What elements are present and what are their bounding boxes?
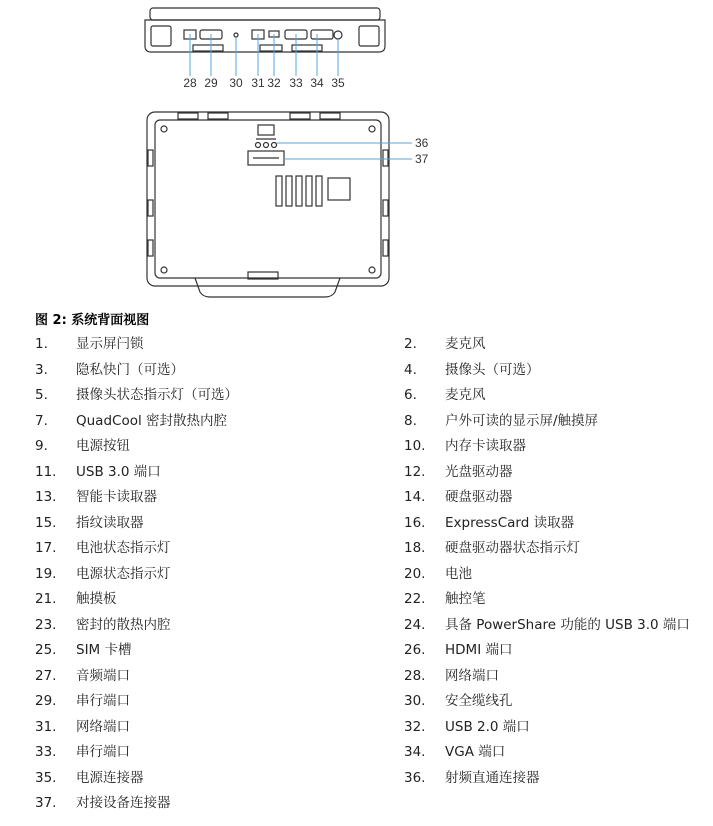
legend-item-label: 触摸板 xyxy=(76,591,117,607)
callout-32: 32 xyxy=(267,76,281,90)
legend-item-label: 串行端口 xyxy=(76,693,130,709)
legend-item xyxy=(404,334,486,354)
legend-item-number: 15. xyxy=(35,514,57,531)
legend-item-label: ExpressCard 读取器 xyxy=(445,514,575,531)
legend-item-label: 电源按钮 xyxy=(76,438,130,454)
legend-item xyxy=(404,640,512,660)
legend-item-label: SIM 卡槽 xyxy=(76,642,132,658)
legend-item-number: 36. xyxy=(404,769,426,786)
legend-item-label: 电池 xyxy=(445,565,472,582)
legend-item-number: 11. xyxy=(35,463,57,480)
legend-item-number: 22. xyxy=(404,591,426,607)
legend-item-number: 10. xyxy=(404,438,426,454)
legend-item-label: 智能卡读取器 xyxy=(76,489,157,505)
legend-item-label: VGA 端口 xyxy=(445,744,506,760)
legend-item xyxy=(404,564,472,584)
legend-row xyxy=(35,768,705,794)
legend-item xyxy=(35,513,144,533)
legend-item xyxy=(35,385,238,405)
legend-item-number: 5. xyxy=(35,387,48,403)
legend-item-label: 电源连接器 xyxy=(76,769,144,786)
callout-leader-lines-side xyxy=(276,143,412,159)
legend-item-number: 12. xyxy=(404,463,426,480)
legend-item-number: 7. xyxy=(35,412,48,429)
legend-item-label: 摄像头状态指示灯（可选） xyxy=(76,387,238,403)
legend-row xyxy=(35,538,705,564)
legend-item-number: 13. xyxy=(35,489,57,505)
legend-item-number: 21. xyxy=(35,591,57,607)
legend-item-number: 19. xyxy=(35,565,57,582)
callout-33: 33 xyxy=(289,76,303,90)
legend-item-label: 摄像头（可选） xyxy=(445,361,540,378)
legend-item xyxy=(35,334,144,354)
legend-item-number: 3. xyxy=(35,361,48,378)
legend-item-number: 37. xyxy=(35,795,57,811)
legend-item xyxy=(404,742,505,762)
legend-item-label: 网络端口 xyxy=(76,718,130,735)
legend-item-number: 18. xyxy=(404,540,426,556)
legend-item-number: 20. xyxy=(404,565,426,582)
callout-31: 31 xyxy=(251,76,265,90)
legend-item xyxy=(35,538,171,558)
legend-item-label: USB 3.0 端口 xyxy=(76,463,161,480)
legend-row xyxy=(35,640,705,666)
legend-item-label: 电池状态指示灯 xyxy=(76,540,171,556)
legend-item xyxy=(404,513,574,533)
legend-item-number: 23. xyxy=(35,616,57,633)
callout-34: 34 xyxy=(310,76,324,90)
legend-row xyxy=(35,615,705,641)
legend-item xyxy=(404,717,530,737)
legend-item xyxy=(404,462,513,482)
legend-item-label: 串行端口 xyxy=(76,744,130,760)
legend-row xyxy=(35,411,705,437)
legend-item-number: 35. xyxy=(35,769,57,786)
legend-item-label: 显示屏闩锁 xyxy=(76,336,144,352)
legend-item-number: 27. xyxy=(35,667,57,684)
legend-item-number: 25. xyxy=(35,642,57,658)
legend-item xyxy=(35,691,130,711)
legend-item xyxy=(404,691,513,711)
legend-row xyxy=(35,462,705,488)
callout-28: 28 xyxy=(183,76,197,90)
laptop-rear-edge-drawing xyxy=(145,8,385,52)
legend-item-label: 触控笔 xyxy=(445,591,486,607)
legend-item-label: 电源状态指示灯 xyxy=(76,565,171,582)
legend-item-label: 硬盘驱动器状态指示灯 xyxy=(445,540,580,556)
legend-row xyxy=(35,487,705,513)
callout-30: 30 xyxy=(229,76,243,90)
legend-item-number: 14. xyxy=(404,489,426,505)
legend-item xyxy=(404,666,499,686)
legend-item-number: 29. xyxy=(35,693,57,709)
legend-row xyxy=(35,436,705,462)
legend-item xyxy=(404,385,486,405)
legend-row xyxy=(35,360,705,386)
legend-item-label: 光盘驱动器 xyxy=(445,463,513,480)
legend-item-label: 音频端口 xyxy=(76,667,130,684)
legend-item-number: 28. xyxy=(404,667,426,684)
legend-item-label: 安全缆线孔 xyxy=(445,693,513,709)
legend-list xyxy=(35,334,705,819)
legend-item-label: QuadCool 密封散热内腔 xyxy=(76,412,228,429)
legend-item-number: 2. xyxy=(404,336,417,352)
legend-item xyxy=(35,411,227,431)
legend-row xyxy=(35,589,705,615)
legend-item xyxy=(35,666,130,686)
legend-row xyxy=(35,564,705,590)
legend-item xyxy=(35,462,161,482)
legend-item-number: 31. xyxy=(35,718,57,735)
figure-caption: 图 2: 系统背面视图 xyxy=(35,313,150,328)
legend-item xyxy=(404,411,598,431)
legend-item xyxy=(404,768,540,788)
legend-item xyxy=(35,615,171,635)
legend-item-label: 隐私快门（可选） xyxy=(76,361,184,378)
legend-item xyxy=(404,589,486,609)
legend-item-number: 30. xyxy=(404,693,426,709)
legend-row xyxy=(35,385,705,411)
legend-item-number: 16. xyxy=(404,514,426,531)
callout-29: 29 xyxy=(204,76,218,90)
legend-row xyxy=(35,691,705,717)
legend-item-label: 麦克风 xyxy=(445,387,486,403)
legend-item-label: 内存卡读取器 xyxy=(445,438,526,454)
legend-item xyxy=(35,793,171,813)
legend-item xyxy=(35,360,184,380)
legend-item-number: 6. xyxy=(404,387,417,403)
legend-item xyxy=(35,487,157,507)
legend-item-label: USB 2.0 端口 xyxy=(445,718,530,735)
legend-row xyxy=(35,793,705,819)
callout-36: 36 xyxy=(415,136,429,150)
legend-row xyxy=(35,717,705,743)
callout-numbers-top xyxy=(183,76,345,90)
legend-item xyxy=(35,717,130,737)
legend-item-number: 24. xyxy=(404,616,426,633)
legend-item-label: HDMI 端口 xyxy=(445,642,513,658)
legend-row xyxy=(35,666,705,692)
legend-item-number: 34. xyxy=(404,744,426,760)
legend-item xyxy=(35,742,130,762)
legend-item xyxy=(35,640,132,660)
legend-item xyxy=(35,436,130,456)
legend-item xyxy=(35,564,171,584)
legend-row xyxy=(35,334,705,360)
legend-item-label: 具备 PowerShare 功能的 USB 3.0 端口 xyxy=(445,616,690,633)
legend-item-number: 8. xyxy=(404,412,417,429)
legend-item-number: 17. xyxy=(35,540,57,556)
legend-item-number: 1. xyxy=(35,336,48,352)
legend-item xyxy=(404,538,580,558)
legend-item-label: 密封的散热内腔 xyxy=(76,616,171,633)
legend-item-number: 33. xyxy=(35,744,57,760)
legend-item-number: 32. xyxy=(404,718,426,735)
legend-item xyxy=(404,487,513,507)
legend-item xyxy=(404,436,526,456)
callout-37: 37 xyxy=(415,152,429,166)
legend-item xyxy=(35,589,117,609)
legend-item-number: 4. xyxy=(404,361,417,378)
legend-item xyxy=(404,615,690,635)
legend-item-label: 射频直通连接器 xyxy=(445,769,540,786)
legend-item-label: 户外可读的显示屏/触摸屏 xyxy=(445,412,599,429)
legend-item-label: 指纹读取器 xyxy=(76,514,144,531)
legend-item-number: 26. xyxy=(404,642,426,658)
legend-item-number: 9. xyxy=(35,438,48,454)
legend-row xyxy=(35,513,705,539)
legend-item-label: 对接设备连接器 xyxy=(76,795,171,811)
callout-leader-lines-top xyxy=(190,34,338,76)
legend-row xyxy=(35,742,705,768)
legend-item xyxy=(35,768,144,788)
rear-view-figure xyxy=(0,0,713,305)
legend-item-label: 麦克风 xyxy=(445,336,486,352)
legend-item-label: 硬盘驱动器 xyxy=(445,489,513,505)
callout-35: 35 xyxy=(331,76,345,90)
legend-item xyxy=(404,360,540,380)
callout-numbers-side xyxy=(415,136,429,166)
legend-item-label: 网络端口 xyxy=(445,667,499,684)
laptop-bottom-drawing xyxy=(147,112,389,297)
